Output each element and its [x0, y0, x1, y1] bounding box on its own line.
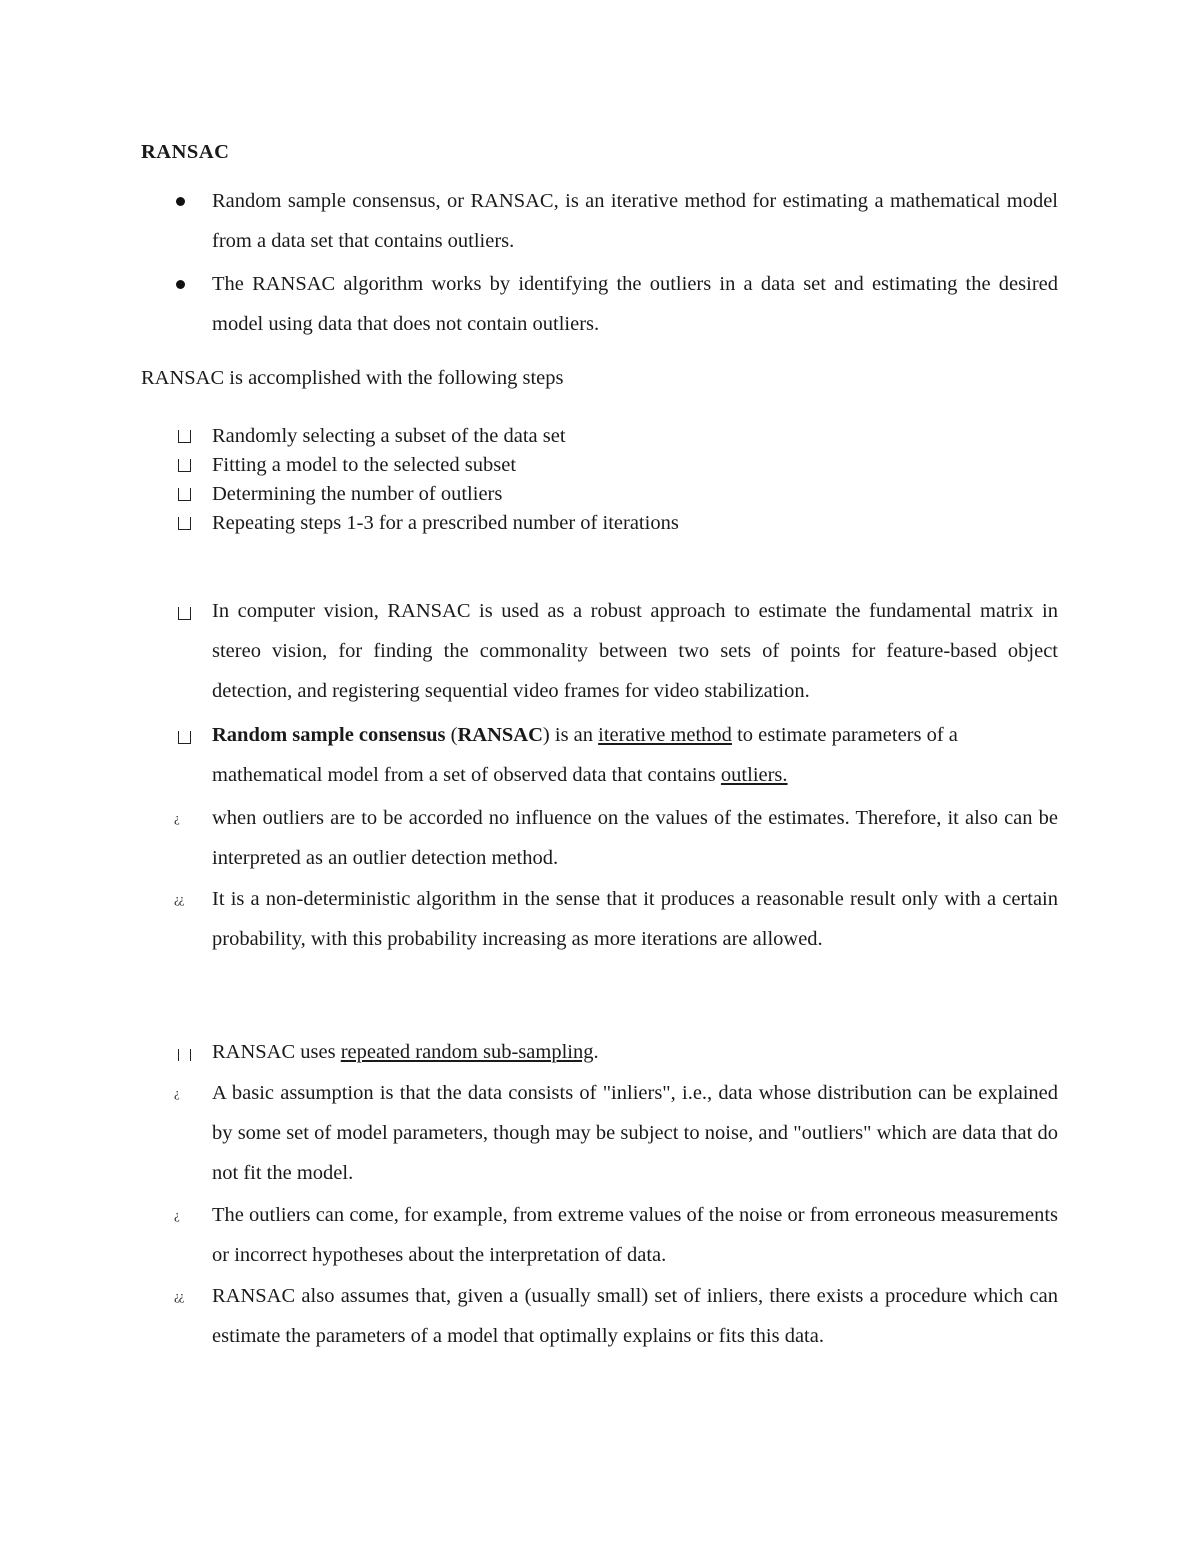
influence-item	[174, 798, 1058, 878]
step-item	[212, 511, 679, 535]
assumption-item	[174, 1073, 1058, 1193]
outliers-link[interactable]: outliers.	[720, 764, 788, 786]
unknown-glyph-icon: ¿	[174, 1207, 179, 1222]
procedure-text: RANSAC also assumes that, given a (usually small) set of inliers, there exists a procedure which can estimate the parameters of a model that optimally explains or fits this data.	[212, 1285, 1058, 1347]
checkbox-icon	[178, 459, 191, 472]
nondeterministic-item	[174, 879, 1058, 959]
outliers-item	[174, 1195, 1058, 1275]
resampling-prefix: RANSAC uses	[212, 1041, 341, 1063]
unknown-glyph-icon: ¿	[174, 1085, 179, 1100]
bullet-dot-icon	[176, 197, 185, 206]
checkbox-icon	[178, 1049, 191, 1061]
iterative-method-link[interactable]: iterative method	[598, 724, 732, 746]
step-text: Randomly selecting a subset of the data set	[212, 425, 566, 447]
unknown-glyph-icon: ¿¿	[174, 891, 184, 906]
definition-item	[212, 715, 1058, 795]
checkbox-icon	[178, 488, 191, 501]
step-item	[212, 424, 566, 448]
intro-bullet-text: Random sample consensus, or RANSAC, is an iterative method for estimating a mathematical model from a data set that contains outliers.	[212, 190, 1058, 252]
step-text: Repeating steps 1-3 for a prescribed number of iterations	[212, 512, 679, 534]
vision-text: In computer vision, RANSAC is used as a robust approach to estimate the fundamental matrix in stereo vision, for finding the commonality between two sets of points for feature-based object detection, and registering sequential video frames for video stabilization.	[212, 600, 1058, 702]
definition-mid: ) is an	[542, 724, 599, 746]
resampling-suffix: .	[593, 1041, 599, 1063]
definition-after-link: to estimate parameters of a mathematical model from a set of observed data that contains	[212, 724, 958, 786]
outliers-text: The outliers can come, for example, from extreme values of the noise or from erroneous measurements or incorrect hypotheses about the interpretation of data.	[212, 1204, 1058, 1266]
definition-acronym: RANSAC	[457, 724, 543, 746]
step-item	[212, 453, 516, 477]
unknown-glyph-icon: ¿¿	[174, 1288, 184, 1303]
influence-text: when outliers are to be accorded no influence on the values of the estimates. Therefore, it also can be interpreted as an outlier detection method.	[212, 807, 1058, 869]
intro-bullet-text: The RANSAC algorithm works by identifying the outliers in a data set and estimating the desired model using data that does not contain outliers.	[212, 273, 1058, 335]
checkbox-icon	[178, 731, 191, 744]
step-item	[212, 482, 502, 506]
intro-bullet-1	[212, 181, 1058, 261]
step-text: Determining the number of outliers	[212, 483, 503, 505]
unknown-glyph-icon: ¿	[174, 810, 179, 825]
bullet-dot-icon	[176, 280, 185, 289]
page-title: RANSAC	[141, 141, 230, 163]
intro-bullet-2	[212, 264, 1058, 344]
resampling-item	[212, 1032, 1058, 1072]
repeated-random-sub-sampling-link[interactable]: repeated random sub-sampling	[340, 1041, 594, 1063]
checkbox-icon	[178, 517, 191, 530]
assumption-text: A basic assumption is that the data consists of "inliers", i.e., data whose distribution can be explained by some set of model parameters, though may be subject to noise, and "outliers" which are data that do not fit the model.	[212, 1082, 1058, 1184]
vision-item	[212, 591, 1058, 711]
nondeterministic-text: It is a non-deterministic algorithm in the sense that it produces a reasonable result only with a certain probability, with this probability increasing as more iterations are allowed.	[212, 888, 1058, 950]
checkbox-icon	[178, 430, 191, 443]
definition-open-paren: (	[445, 724, 458, 746]
steps-heading: RANSAC is accomplished with the following steps	[141, 367, 564, 389]
procedure-item	[174, 1276, 1058, 1356]
checkbox-icon	[178, 607, 191, 620]
step-text: Fitting a model to the selected subset	[212, 454, 517, 476]
definition-term: Random sample consensus	[212, 724, 446, 746]
